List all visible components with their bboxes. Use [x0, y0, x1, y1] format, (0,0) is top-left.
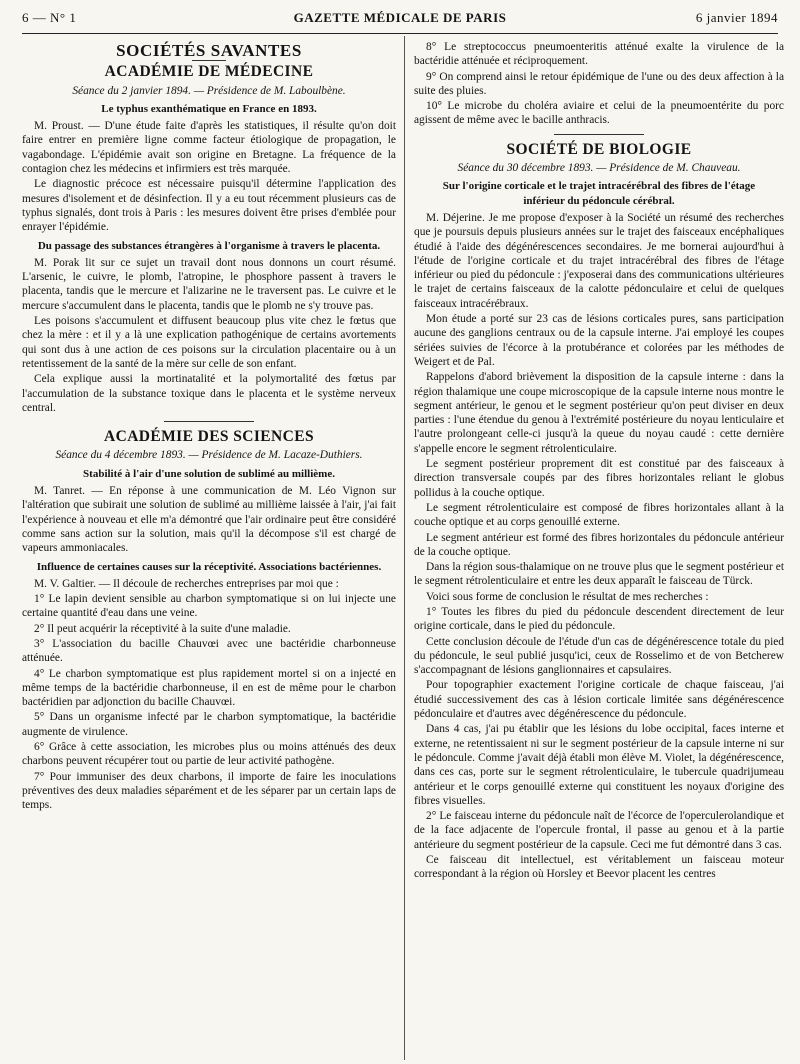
paragraph: Rappelons d'abord brièvement la disposition de la capsule interne : dans la région thalamique une coupe microscopique de la capsule interne nous montre le segment antérieur, le genou et le segment postérieur qu'on peut diviser en deux parties : l'une étendue du genou à l'extrémité postérieure du noyau lenticulaire et l'autre prolongeant celle-ci jusqu'à la queue du noyau caudé : cette dernière s'appelle encore le segment rétrolenticulaire.: [414, 371, 784, 455]
section-title-academie-medecine: ACADÉMIE DE MÉDECINE: [104, 63, 314, 81]
article-title-origine: Sur l'origine corticale et le trajet intracérébral des fibres de l'étage inférieur du pédoncule cérébral.: [442, 180, 756, 207]
seance-line: Séance du 2 janvier 1894. — Présidence de M. Laboulbène.: [72, 84, 346, 97]
list-item: 3° L'association du bacille Chauvœi avec une bactéridie charbonneuse atténuée.: [22, 637, 396, 665]
seance-line: Séance du 4 décembre 1893. — Présidence de M. Lacaze-Duthiers.: [55, 449, 363, 462]
paragraph: Le segment rétrolenticulaire est composé de fibres horizontales allant à la couche optique et au corps genouillé externe.: [414, 501, 784, 529]
paragraph: 1° Toutes les fibres du pied du pédoncule descendent directement de leur origine corticale, dans le pied du pédoncule.: [414, 605, 784, 633]
paragraph: Dans la région sous-thalamique on ne trouve plus que le segment postérieur et le segment rétrolenticulaire et entre les deux apparaît le faisceau de Türck.: [414, 561, 784, 588]
section-title-societes: SOCIÉTÉS SAVANTES: [116, 41, 302, 60]
list-item: 2° Il peut acquérir la réceptivité à la suite d'une maladie.: [34, 622, 291, 635]
section-title-academie-sciences: ACADÉMIE DES SCIENCES: [104, 428, 314, 446]
list-item: 10° Le microbe du choléra aviaire et celui de la pneumoentérite du porc agissent de même avec le bacille anthracis.: [414, 100, 784, 127]
title-rule: [192, 60, 226, 61]
article-title-passage: Du passage des substances étrangères à l'organisme à travers le placenta.: [37, 239, 381, 252]
article-title-typhus: Le typhus exanthématique en France en 1893.: [101, 102, 317, 115]
page-number: 6 — N° 1: [22, 10, 77, 25]
paragraph: Cette conclusion découle de l'étude d'un cas de dégénérescence totale du pied du pédoncule, le seul publié jusqu'ici, ceux de Rosselimo et de von Betcherew s'accompagnant de lésions ganglionnaires et capsulaires.: [414, 635, 784, 677]
paragraph: Voici sous forme de conclusion le résultat de mes recherches :: [426, 590, 709, 603]
list-item: 7° Pour immuniser des deux charbons, il importe de faire les inoculations préventives des deux maladies séparément et de les séparer par un certain laps de temps.: [22, 770, 396, 812]
paragraph: M. Proust. — D'une étude faite d'après les statistiques, il résulte qu'on doit faire entrer en première ligne comme facteur étiologique de propagation, le vagabondage. L'épidémie avait son origine en Bretagne. La fréquence de la contagion chez les médecins et infirmiers est très marquée.: [22, 120, 396, 176]
left-column: [22, 40, 396, 1064]
column-divider: [404, 36, 405, 1060]
right-column: [414, 40, 784, 1064]
list-item: 4° Le charbon symptomatique est plus rapidement mortel si on a injecté en même temps de la bactéridie charbonneuse, il en est de même pour le charbon bactéridien par adjonction du bacille Chauvœi.: [22, 667, 396, 709]
paragraph: Ce faisceau dit intellectuel, est véritablement un faisceau moteur correspondant à la région où Horsley et Beevor placent les centres: [414, 854, 784, 881]
list-item: 9° On comprend ainsi le retour épidémique de l'une ou des deux affection à la suite des pluies.: [414, 70, 784, 97]
paragraph: Les poisons s'accumulent et diffusent beaucoup plus vite chez le fœtus que chez la mère : et il y a là une explication pathogénique de certains avortements qui sont dus à une action de ces poisons sur la circulation placentaire ou à un retentissement de la santé de la mère sur celle de son enfant.: [22, 315, 396, 370]
paragraph: M. Porak lit sur ce sujet un travail dont nous donnons un court résumé. L'arsenic, le cuivre, le plomb, l'atropine, le phosphore passent à travers le placenta, tandis que le mercure et l'alizarine ne le traversent pas. Le cuivre et le mercure s'accumulent dans le placenta, tandis que le plomb ne s'y trouve pas.: [22, 256, 396, 312]
paragraph: M. Déjerine. Je me propose d'exposer à la Société un résumé des recherches que je poursuis depuis plusieurs années sur le trajet des faisceaux encéphaliques étudié à l'aide des dégénérescences secondaires. Je me bornerai aujourd'hui à l'étude de l'origine corticale et du trajet intracérébral des fibres de l'étage inférieur ou pied du pédoncule : j'exposerai dans des communications ultérieures le trajet de certains faisceaux de la calotte pédonculaire et celui de quelques faisceaux intracérébraux.: [414, 211, 784, 310]
paragraph: M. Tanret. — En réponse à une communication de M. Léo Vignon sur l'altération que subirait une solution de sublimé au millième laissée à l'air, j'ai fait l'expérience à nouveau et elle m'a démontré que l'air ordinaire peut être considéré comme sans action sur la solution, mais qu'il la décompose s'il est chargé de vapeurs ammoniacales.: [22, 485, 396, 555]
journal-title: GAZETTE MÉDICALE DE PARIS: [293, 10, 507, 25]
section-title-biologie: SOCIÉTÉ DE BIOLOGIE: [506, 140, 692, 158]
paragraph: Cela explique aussi la mortinatalité et la polymortalité des fœtus par l'accumulation de la substance toxique dans le placenta et le système nerveux central.: [22, 373, 396, 414]
list-item: 6° Grâce à cette association, les microbes plus ou moins atténués des deux charbons peuvent récupérer tout ou partie de leur activité pathogène.: [22, 741, 396, 768]
paragraph: Le segment antérieur est formé des fibres horizontales du pédoncule antérieur de la couche optique.: [414, 531, 784, 558]
page-header: [22, 10, 778, 30]
paragraph: Dans 4 cas, j'ai pu établir que les lésions du lobe occipital, faces interne et externe, ne retentissaient ni sur le segment postérieur de la capsule interne ni sur le pédoncule. Comme j'avait déjà établi mon élève M. Violet, la dégénérescence, dans ces cas, porte sur le segment rétrolenticulaire, le tubercule quadrijumeau antérieur et le corps genouillé externe qui constituent les noyaux d'origine des fibres visuelles.: [414, 723, 784, 807]
section-separator: [554, 134, 644, 135]
paragraph: Le segment postérieur proprement dit est constitué par des faisceaux à direction transversale coupés par des fibres horizontales reliant le globus pollidus à la couche optique.: [414, 458, 784, 499]
section-separator: [164, 421, 254, 422]
paragraph: 2° Le faisceau interne du pédoncule naît de l'écorce de l'operculerolandique et de la face adjacente de l'opercule frontal, il passe au genou et à la partie antérieure du segment postérieur de la capsule. Ceci me fut démontré dans 3 cas.: [414, 810, 784, 851]
list-item: 5° Dans un organisme infecté par le charbon symptomatique, la bactéridie augmente de virulence.: [22, 711, 396, 738]
list-item: 1° Le lapin devient sensible au charbon symptomatique si on lui injecte une certaine quantité d'eau dans une veine.: [22, 593, 396, 620]
paragraph: Le diagnostic précoce est nécessaire puisqu'il détermine l'application des mesures d'isolement et de désinfection. Il y a eu tout récemment plusieurs cas de typhus signalés, dont trois à Paris : les mesures doivent être prises d'emblée pour enrayer l'épidémie.: [22, 178, 396, 234]
article-title-influence: Influence de certaines causes sur la réceptivité. Associations bactériennes.: [36, 560, 382, 573]
issue-date: 6 janvier 1894: [695, 10, 778, 25]
header-rule: [22, 33, 778, 34]
paragraph: M. V. Galtier. — Il découle de recherches entreprises par moi que :: [34, 577, 339, 590]
paragraph: Pour topographier exactement l'origine corticale de chaque faisceau, j'ai étudié successivement des cas à lésion corticale limitée sans dégénérescence pédonculaire et d'autres avec dégénérescence du pédoncule.: [414, 679, 784, 721]
seance-line: Séance du 30 décembre 1893. — Présidence de M. Chauveau.: [457, 162, 741, 175]
list-item: 8° Le streptococcus pneumoenteritis atténué exalte la virulence de la bactéridie atténuée et réciproquement.: [414, 41, 784, 68]
article-title-sublime: Stabilité à l'air d'une solution de sublimé au millième.: [83, 467, 335, 480]
paragraph: Mon étude a porté sur 23 cas de lésions corticales pures, sans participation aucune des ganglions centraux ou de la capsule interne. J'ai employé les coupes sériées suivies de l'écorce à la protubérance et colorées par les méthodes de Weigert et de Pal.: [414, 313, 784, 368]
